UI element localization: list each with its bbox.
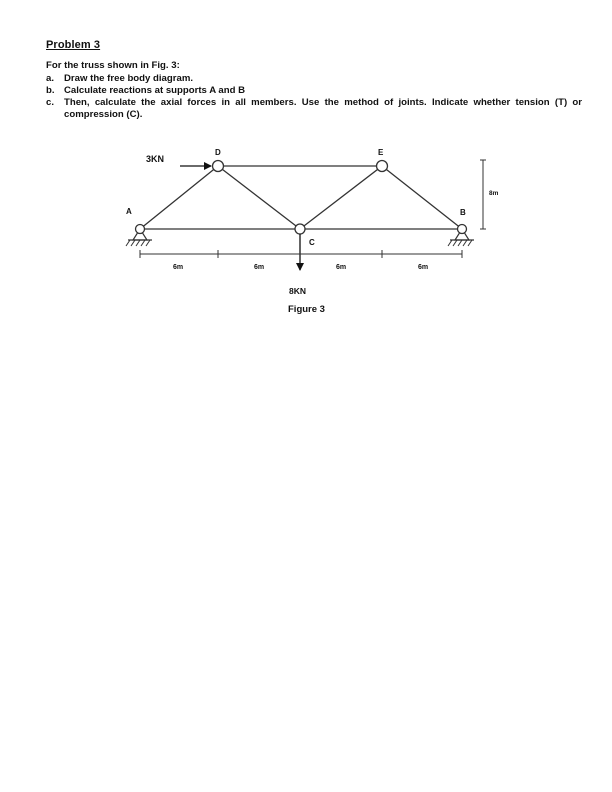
joint-e <box>377 161 388 172</box>
span-label: 6m <box>254 264 265 271</box>
member-DC <box>218 166 300 229</box>
joint-label-a: A <box>126 207 132 216</box>
problem-title: Problem 3 <box>46 39 101 51</box>
dimension-line-spans <box>140 250 462 258</box>
span-label: 6m <box>336 264 347 271</box>
joint-label-d: D <box>215 148 221 157</box>
joint-a <box>136 225 145 234</box>
truss-members <box>140 166 462 229</box>
joint-label-b: B <box>460 208 466 217</box>
joint-d <box>213 161 224 172</box>
dimension-line-height <box>480 160 486 229</box>
member-AD <box>140 166 218 229</box>
task-text: Calculate reactions at supports A and B <box>64 85 246 96</box>
problem-intro: For the truss shown in Fig. 3: <box>46 60 180 71</box>
truss-joints <box>136 161 467 235</box>
height-label: 8m <box>489 190 499 197</box>
load-label-horizontal: 3KN <box>146 154 165 164</box>
span-label: 6m <box>173 264 184 271</box>
joint-b <box>458 225 467 234</box>
member-EB <box>382 166 462 229</box>
joint-c <box>295 224 305 234</box>
task-letter: b. <box>46 85 55 96</box>
task-text: Draw the free body diagram. <box>64 73 194 84</box>
joint-label-e: E <box>378 148 384 157</box>
span-label: 6m <box>418 264 429 271</box>
task-letter: c. <box>46 97 55 108</box>
load-label-vertical: 8KN <box>289 286 307 296</box>
joint-label-c: C <box>309 238 315 247</box>
figure-caption: Figure 3 <box>288 304 325 315</box>
task-text: Then, calculate the axial forces in all members. Use the method of joints. Indicate whether tension (T) or compression (C). <box>64 97 582 120</box>
member-CE <box>300 166 382 229</box>
task-letter: a. <box>46 73 55 84</box>
